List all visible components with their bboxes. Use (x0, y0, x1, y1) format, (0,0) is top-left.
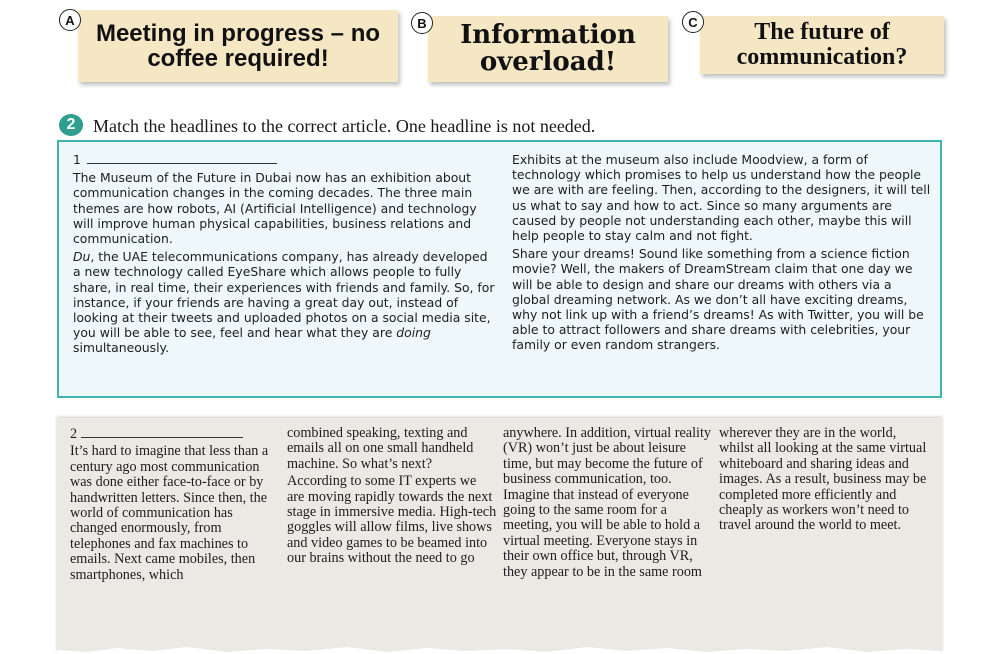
article-1-box (57, 140, 942, 398)
headline-c-letter: C (682, 11, 704, 33)
article-1-paragraph-text: , the UAE telecommunications company, has already developed a new technology called EyeShare which allows people to fully share, in real time, their experiences with friends and family. So, for instance, if your friends are having a great day out, instead of looking at their tweets and uploaded photos on a social media site, you will be able to see, feel and hear what they are (73, 249, 495, 341)
article-2-paragraph: It’s hard to imagine that less than a century ago most communication was done either face-to-face or by handwritten letters. Since then, the world of communication has changed enormously, from telephones and fax machines to emails. Next came mobiles, then smartphones, which (70, 443, 269, 583)
article-2-column-1 (70, 426, 270, 585)
article-2-paragraph: combined speaking, texting and emails all on one small handheld machine. So what’s next? (287, 425, 474, 472)
headline-c-text: The future of communication? (736, 18, 908, 70)
article-2-paragraph: anywhere. In addition, virtual reality (VR) won’t just be about leisure time, but may become the future of business communication, too. Imagine that instead of everyone going to the same room for a meeting, you will be able to hold a virtual meeting. Everyone stays in their own office but, through VR, they appear to be in the same room (503, 425, 712, 580)
article-2-number: 2 (70, 426, 78, 442)
article-1-paragraph (73, 249, 498, 355)
headline-a-letter: A (59, 9, 81, 31)
article-1-right-column (512, 152, 932, 356)
article-2-box (57, 418, 942, 653)
article-2-paragraph: According to some IT experts we are moving rapidly towards the next stage in immersive media. High-tech goggles will allow films, live shows and video games to be beamed into our brains without the need to go (287, 473, 497, 567)
article-2-column-2 (287, 426, 497, 569)
article-1-heading (73, 152, 498, 167)
article-2-paragraph: wherever they are in the world, whilst all looking at the same virtual whiteboard and sharing ideas and images. As a result, business may be completed more efficiently and cheaply as workers won’t need to travel around the world to meet. (719, 425, 927, 534)
article-1-number: 1 (73, 152, 81, 167)
headline-card-a[interactable] (78, 10, 398, 82)
article-2-column-3 (503, 426, 713, 582)
headline-card-c[interactable] (700, 16, 944, 74)
headline-a-text: Meeting in progress – no coffee required! (95, 19, 381, 72)
article-2-answer-blank[interactable] (81, 426, 243, 438)
task-instruction: Match the headlines to the correct article. One headline is not needed. (93, 116, 596, 136)
article-1-paragraph: Exhibits at the museum also include Moodview, a form of technology which promises to help us understand how the people we are with are feeling. Then, according to the designers, it will tell us what to say and how to act. Since so many arguments are caused by people not understanding each other, maybe this will help people to stay calm and not fight. (512, 152, 931, 244)
du-italic: Du (73, 249, 91, 265)
article-1-paragraph: Share your dreams! Sound like something from a science fiction movie? Well, the makers of DreamStream claim that one day we will be able to design and share our dreams with others via a global dreaming network. As we don’t all have exciting dreams, why not link up with a friend’s dreams! As with Twitter, you will be able to attract followers and share dreams with celebrities, your family or even random strangers. (512, 246, 924, 353)
headline-card-b[interactable] (428, 16, 668, 82)
article-2-column-4 (719, 426, 929, 536)
article-1-paragraph: The Museum of the Future in Dubai now has an exhibition about communication changes in the coming decades. The three main themes are how robots, AI (Artificial Intelligence) and technology will improve human physical capabilities, business relations and communication. (73, 170, 477, 247)
headline-b-letter: B (411, 12, 433, 34)
article-2-heading (70, 426, 270, 442)
task-number-badge: 2 (59, 114, 83, 136)
article-1-answer-blank[interactable] (87, 152, 277, 164)
article-1-left-column (73, 152, 498, 359)
doing-italic: doing (396, 325, 431, 341)
article-1-paragraph-end: simultaneously. (73, 340, 170, 356)
headline-b-text: Information overload! (460, 19, 636, 77)
